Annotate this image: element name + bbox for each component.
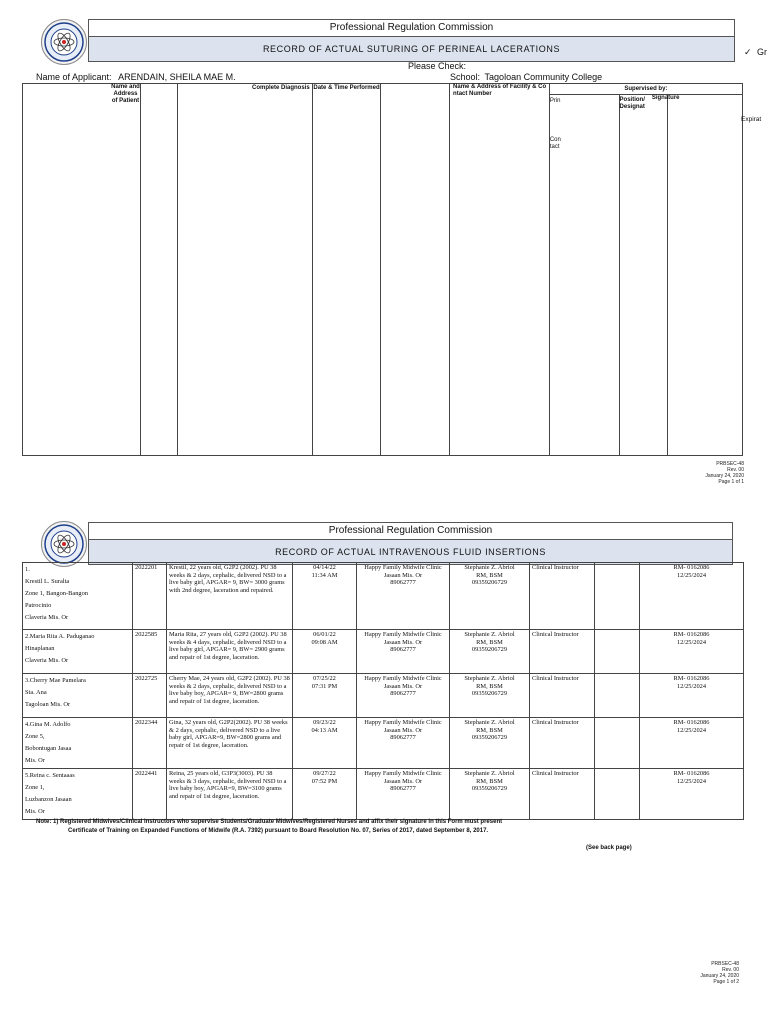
supervisor-cell: Stephanie Z. Abriol RM, BSM 09359206729 <box>450 563 530 630</box>
col-diagnosis-header: Complete Diagnosis <box>177 84 312 456</box>
col-datetime-header: Date & Time Performed <box>312 84 381 456</box>
position-cell: Clinical Instructor <box>530 674 595 718</box>
form-code-2: PRBSEC-48 <box>711 961 739 967</box>
col-facility-header: Name & Address of Facility & Contact Number <box>450 84 550 456</box>
note-line-2: Certificate of Training on Expanded Functions of Midwife (R.A. 7392) pursuant to Board Resolution No. 07, Series of 2017, dated September 8, 2017. <box>68 828 489 834</box>
patient-cell: 1. Krestil L. Suralta Zone 1, Bangon-Bangon Patrocinio Claveria Mis. Or <box>23 563 133 630</box>
position-cell: Clinical Instructor <box>530 769 595 820</box>
facility-cell: Happy Family Midwife Clinic Jasaan Mis. Or 89062777 <box>357 769 450 820</box>
col-name-address-header: Name and Address of Patient <box>23 84 141 456</box>
please-check-label: Please Check: <box>408 61 467 71</box>
page2-footer <box>700 961 739 985</box>
agency-name-2: Professional Regulation Commission <box>89 523 732 540</box>
record-id-cell: 2022585 <box>133 630 167 674</box>
see-back-page: (See back page) <box>586 845 632 851</box>
signature-cell <box>595 769 640 820</box>
license-cell: RM- 0162086 12/25/2024 <box>640 718 744 769</box>
prc-seal-logo-2 <box>41 521 87 567</box>
page1-footer <box>705 461 744 485</box>
table-row <box>23 674 744 718</box>
license-cell: RM- 0162086 12/25/2024 <box>640 630 744 674</box>
signature-cell <box>595 674 640 718</box>
applicant-label: Name of Applicant: <box>36 72 112 82</box>
school-label: School: <box>450 72 481 82</box>
datetime-cell: 09/27/22 07:52 PM <box>293 769 357 820</box>
diagnosis-cell: Maria Rita, 27 years old, G2P2 (2002). PU 38 weeks & 4 days, cephalic, delivered NSD to a live baby girl, APGAR= 9, BW= 2900 grams and repair of 1st degree, laceration. <box>167 630 293 674</box>
applicant-line <box>36 72 236 82</box>
patient-cell: 4.Gina M. Adolfo Zone 5, Bobontugan Jasaa Mis. Or <box>23 718 133 769</box>
datetime-cell: 06/01/22 09:08 AM <box>293 630 357 674</box>
patient-cell: 5.Reina c. Sentaaas Zone 1, Luzbanzon Jasaan Mis. Or <box>23 769 133 820</box>
record-id-cell: 2022344 <box>133 718 167 769</box>
col-blank-header <box>381 84 450 456</box>
diagnosis-cell: Cherry Mae, 24 years old, G2P2 (2002). PU 38 weeks & 2 days, cephalic, delivered NSD to a live baby boy, APGAR= 9, BW=2800 grams and repair of 1st degree, laceration. <box>167 674 293 718</box>
record-id-cell: 2022725 <box>133 674 167 718</box>
page2-header <box>88 522 733 565</box>
record-title: RECORD OF ACTUAL SUTURING OF PERINEAL LACERATIONS <box>89 37 734 61</box>
form-page: Page 1 of 1 <box>718 479 744 485</box>
record-id-cell: 2022441 <box>133 769 167 820</box>
col-position-header <box>619 95 667 456</box>
patient-cell: 3.Cherry Mae Pamelara Sta. Ana Tagoloan Mis. Or <box>23 674 133 718</box>
record-id-cell: 2022201 <box>133 563 167 630</box>
datetime-cell: 07/25/22 07:31 PM <box>293 674 357 718</box>
signature-cell <box>595 563 640 630</box>
applicant-name: ARENDAIN, SHEILA MAE M. <box>118 72 236 82</box>
record-title-2: RECORD OF ACTUAL INTRAVENOUS FLUID INSERTIONS <box>89 540 732 564</box>
side-option-text: Gr <box>757 47 767 57</box>
supervisor-cell: Stephanie Z. Abriol RM, BSM 09359206729 <box>450 630 530 674</box>
license-cell: RM- 0162086 12/25/2024 <box>640 563 744 630</box>
prc-seal-icon <box>44 524 84 564</box>
agency-name: Professional Regulation Commission <box>89 20 734 37</box>
col-signature-header <box>651 95 742 456</box>
license-cell: RM- 0162086 12/25/2024 <box>640 674 744 718</box>
col-print-contact-header <box>549 95 619 456</box>
diagnosis-cell: Krestil, 22 years old, G2P2 (2002). PU 38 weeks & 2 days, cephalic, delivered NSD to a live baby girl, APGAR= 9, BW= 3000 grams with 2nd degree, laceration and repaired. <box>167 563 293 630</box>
form-rev-2: Rev. 00 <box>722 967 739 973</box>
form-rev: Rev. 00 <box>727 467 744 473</box>
signature-cell <box>595 718 640 769</box>
school-line <box>450 72 602 82</box>
supervised-by-header: Supervised by: <box>549 84 742 95</box>
position-cell: Clinical Instructor <box>530 563 595 630</box>
suturing-table <box>22 83 743 456</box>
col-contact-label: Con tact <box>549 137 561 150</box>
col-position-label: Position/ Designat <box>619 97 645 110</box>
supervisor-cell: Stephanie Z. Abriol RM, BSM 09359206729 <box>450 674 530 718</box>
signature-cell <box>595 630 640 674</box>
col-signature-label: Signature <box>651 95 680 101</box>
table-row <box>23 718 744 769</box>
license-cell: RM- 0162086 12/25/2024 <box>640 769 744 820</box>
page1-header <box>88 19 735 62</box>
form-code: PRBSEC-48 <box>716 461 744 467</box>
supervisor-cell: Stephanie Z. Abriol RM, BSM 09359206729 <box>450 718 530 769</box>
diagnosis-cell: Gina, 32 years old, G2P2(2002). PU 38 weeks & 2 days, cephalic, delivered NSD to a live baby girl, APGAR=9, BW=2800 grams and repair of 1st degree, laceration. <box>167 718 293 769</box>
form-page-2: Page 1 of 2 <box>713 979 739 985</box>
note-line-1: Note: 1) Registered Midwives/Clinical Instructors who supervise Students/Graduate Midwives/Registered Nurses and affix their signature in this Form must present <box>36 819 503 825</box>
datetime-cell: 09/23/22 04:13 AM <box>293 718 357 769</box>
table-row <box>23 769 744 820</box>
prc-seal-logo <box>41 19 87 65</box>
form-date: January 24, 2020 <box>705 473 744 479</box>
col-id-header <box>141 84 177 456</box>
facility-cell: Happy Family Midwife Clinic Jasaan Mis. Or 89062777 <box>357 630 450 674</box>
facility-cell: Happy Family Midwife Clinic Jasaan Mis. Or 89062777 <box>357 718 450 769</box>
supervisor-cell: Stephanie Z. Abriol RM, BSM 09359206729 <box>450 769 530 820</box>
facility-cell: Happy Family Midwife Clinic Jasaan Mis. Or 89062777 <box>357 563 450 630</box>
col-expiration-label: Expirat <box>741 116 762 123</box>
table-row <box>23 563 744 630</box>
col-print-label: Prin <box>549 98 561 104</box>
check-mark-icon: ✓ <box>744 47 752 57</box>
school-name: Tagoloan Community College <box>484 72 603 82</box>
patient-cell: 2.Maria Rita A. Paduganao Hinaplanan Claveria Mis. Or <box>23 630 133 674</box>
table-row <box>23 630 744 674</box>
iv-insertions-table <box>22 562 744 820</box>
facility-cell: Happy Family Midwife Clinic Jasaan Mis. Or 89062777 <box>357 674 450 718</box>
form-date-2: January 24, 2020 <box>700 973 739 979</box>
datetime-cell: 04/14/22 11:34 AM <box>293 563 357 630</box>
prc-seal-icon <box>44 22 84 62</box>
position-cell: Clinical Instructor <box>530 718 595 769</box>
diagnosis-cell: Reina, 25 years old, G3P3(3003). PU 38 weeks & 3 days, cephalic, delivered NSD to a live baby boy, APGAR=9, BW=3100 grams and repair of 1st degree, laceration. <box>167 769 293 820</box>
position-cell: Clinical Instructor <box>530 630 595 674</box>
